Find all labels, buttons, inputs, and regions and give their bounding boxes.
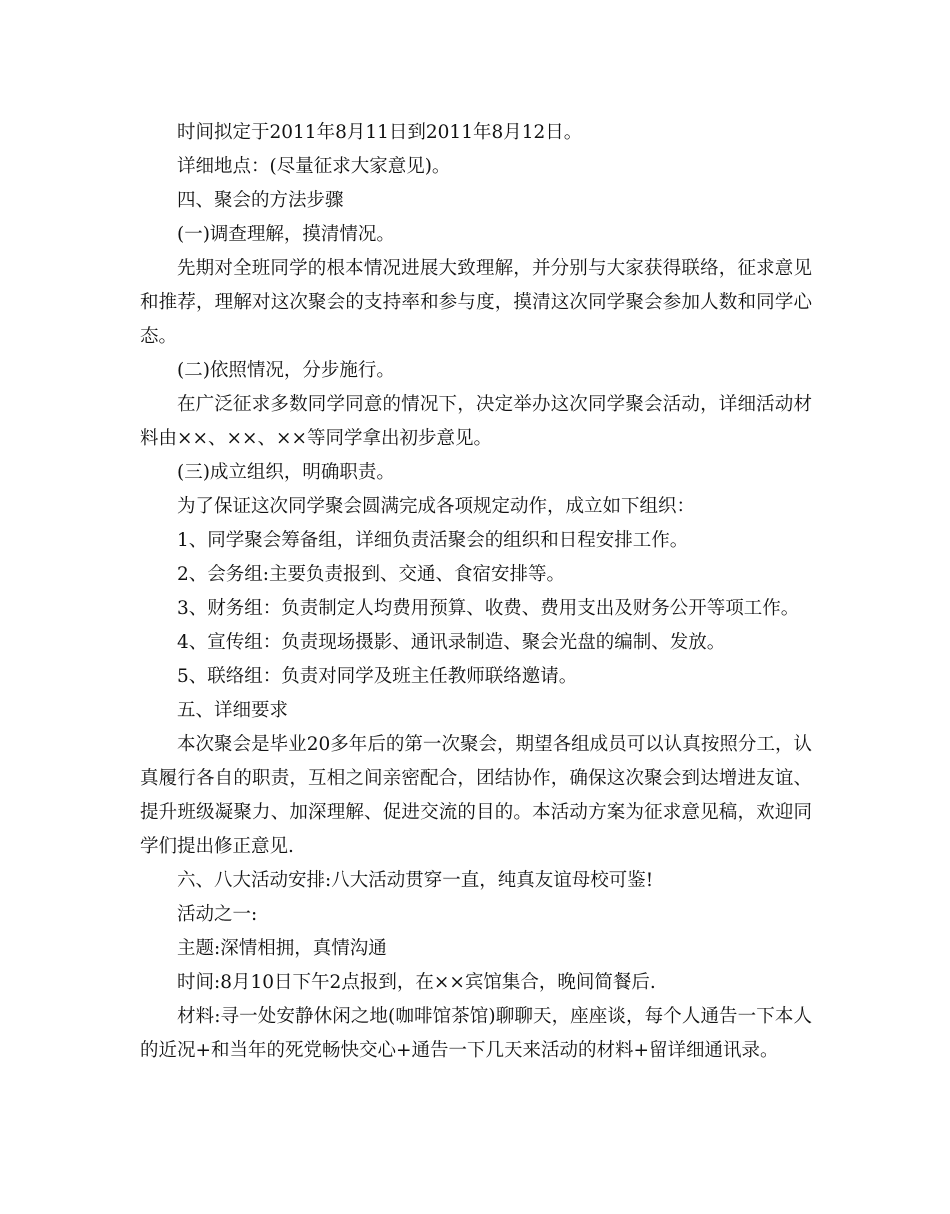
section-heading-4: 四、聚会的方法步骤 (177, 190, 344, 211)
subheading-1: (一)调查理解，摸清情况。 (177, 224, 395, 245)
activity-1-title: 活动之一: (177, 904, 258, 925)
section-heading-5: 五、详细要求 (177, 700, 289, 721)
activity-1-time: 时间:8月10日下午2点报到，在××宾馆集合，晚间简餐后. (177, 972, 656, 993)
paragraph-survey: 先期对全班同学的根本情况进展大致理解，并分别与大家获得联络，征求意见和推荐，理解对这次聚会的支持率和参与度，摸清这次同学聚会参加人数和同学心态。 (140, 258, 812, 347)
subheading-3: (三)成立组织，明确职责。 (177, 462, 395, 483)
activity-1-material: 材料:寻一处安静休闲之地(咖啡馆茶馆)聊聊天，座座谈，每个人通告一下本人的近况+和当年的死党畅快交心+通告一下几天来活动的材料+留详细通讯录。 (140, 1006, 812, 1061)
paragraph-decision: 在广泛征求多数同学同意的情况下，决定举办这次同学聚会活动，详细活动材料由××、××、××等同学拿出初步意见。 (140, 394, 812, 449)
list-item-2: 2、会务组:主要负责报到、交通、食宿安排等。 (177, 564, 566, 585)
paragraph-organization-intro: 为了保证这次同学聚会圆满完成各项规定动作，成立如下组织： (177, 496, 696, 517)
paragraph-location: 详细地点：(尽量征求大家意见)。 (177, 156, 451, 177)
section-heading-6: 六、八大活动安排:八大活动贯穿一直，纯真友谊母校可鉴! (177, 870, 654, 891)
list-item-1: 1、同学聚会筹备组，详细负责活聚会的组织和日程安排工作。 (177, 530, 689, 551)
list-item-4: 4、宣传组：负责现场摄影、通讯录制造、聚会光盘的编制、发放。 (177, 632, 726, 653)
list-item-3: 3、财务组：负责制定人均费用预算、收费、费用支出及财务公开等项工作。 (177, 598, 800, 619)
subheading-2: (二)依照情况，分步施行。 (177, 360, 395, 381)
paragraph-time: 时间拟定于2011年8月11日到2011年8月12日。 (177, 122, 583, 143)
paragraph-requirements: 本次聚会是毕业20多年后的第一次聚会，期望各组成员可以认真按照分工，认真履行各自的职责，互相之间亲密配合，团结协作，确保这次聚会到达增进友谊、提升班级凝聚力、加深理解、促进交流的目的。本活动方案为征求意见稿，欢迎同学们提出修正意见. (140, 734, 812, 857)
document-body (140, 116, 812, 1068)
list-item-5: 5、联络组：负责对同学及班主任教师联络邀请。 (177, 666, 578, 687)
activity-1-theme: 主题:深情相拥，真情沟通 (177, 938, 387, 959)
